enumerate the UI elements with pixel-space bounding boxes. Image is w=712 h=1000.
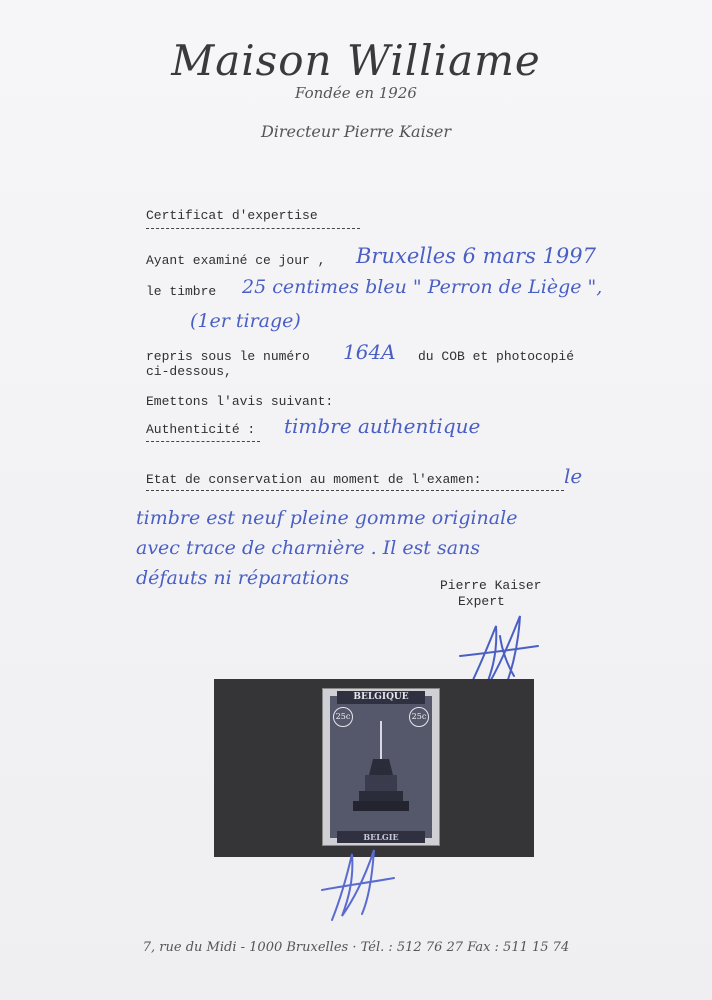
condition-value-line2: avec trace de charnière . Il est sans <box>136 537 481 559</box>
condition-label: Etat de conservation au moment de l'examen: <box>146 472 482 487</box>
authenticity-rule <box>146 441 260 442</box>
authenticity-value: timbre authentique <box>284 414 481 438</box>
stamp-country: BELGIQUE <box>337 691 425 704</box>
condition-rule <box>146 490 564 491</box>
signature-overlap <box>312 830 402 930</box>
stamp-printing: (1er tirage) <box>190 310 301 332</box>
stamp-description: 25 centimes bleu " Perron de Liège ", <box>242 276 603 298</box>
condition-value-start: le <box>564 464 583 488</box>
director-line: Directeur Pierre Kaiser <box>260 122 452 141</box>
stamp-value-left: 25c <box>333 707 353 727</box>
stamp-bottom-text: BELGIE <box>337 831 425 843</box>
catalog-number: 164A <box>343 340 396 364</box>
condition-value-line1: timbre est neuf pleine gomme originale <box>136 507 518 529</box>
authenticity-label: Authenticité : <box>146 422 256 437</box>
expert-name: Pierre Kaiser <box>440 578 542 593</box>
expert-title: Expert <box>458 594 505 609</box>
company-name: Maison Williame <box>171 36 541 85</box>
examined-value: Bruxelles 6 mars 1997 <box>356 244 596 268</box>
number-label-after: du COB et photocopié <box>418 349 575 364</box>
founded-line: Fondée en 1926 <box>295 84 417 102</box>
opinion-label: Emettons l'avis suivant: <box>146 394 334 409</box>
examined-label: Ayant examiné ce jour , <box>146 253 326 268</box>
perron-monument-icon <box>351 719 411 819</box>
heading-rule <box>146 228 360 229</box>
footer-address: 7, rue du Midi - 1000 Bruxelles · Tél. : 512 76 27 Fax : 511 15 74 <box>142 940 570 955</box>
condition-value-line3: défauts ni réparations <box>136 567 350 589</box>
certificate-heading: Certificat d'expertise <box>146 208 318 223</box>
number-label: repris sous le numéro <box>146 349 310 364</box>
stamp-label: le timbre <box>146 284 217 299</box>
number-label-line2: ci-dessous, <box>146 364 232 379</box>
stamp-value-right: 25c <box>409 707 429 727</box>
stamp-image <box>322 688 440 846</box>
